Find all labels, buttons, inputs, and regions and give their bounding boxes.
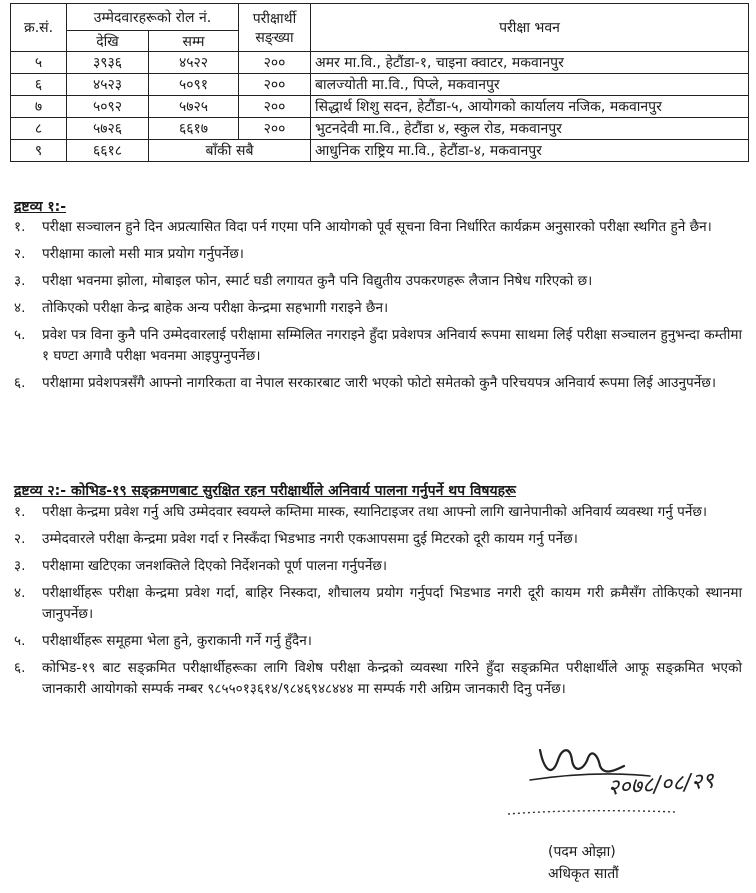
table-row — [11, 74, 749, 96]
cell-remaining-all: बाँकी सबै — [149, 140, 311, 162]
cell-from: ६६१८ — [67, 140, 149, 162]
cell-to: ६६१७ — [149, 118, 239, 140]
cell-venue: आधुनिक राष्ट्रिय मा.वि., हेटौंडा-४, मकवानपुर — [311, 140, 749, 162]
item-number: २. — [14, 246, 26, 262]
item-text: परीक्षामा खटिएका जनशक्तिले दिएको निर्देशनको पूर्ण पालना गर्नुपर्नेछ। — [42, 558, 388, 574]
list-item — [14, 298, 742, 319]
header-venue: परीक्षा भवन — [311, 4, 749, 52]
signature-date: २०७८/०८/२९ — [606, 768, 715, 801]
item-number: ६. — [14, 375, 26, 391]
item-text: परीक्षार्थीहरू समूहमा भेला हुने, कुराकानी गर्ने गर्नु हुँदैन। — [42, 633, 312, 649]
item-text: कोभिड-१९ बाट सङ्क्रमित परीक्षार्थीहरूका लागि विशेष परीक्षा केन्द्रको व्यवस्था गरिने हुँदा सङ्क्रमित परीक्षार्थीले आफू सङ्क्रमित भएको जानकारी आयोगको सम्पर्क नम्बर ९८५५०१३६१४/९८४६९४८४४४ मा सम्पर्क गरी अग्रिम जानकारी दिनु पर्नेछ। — [42, 660, 742, 697]
list-item — [14, 631, 742, 652]
list-item — [14, 658, 742, 700]
list-item — [14, 271, 742, 292]
header-serial: क्र.सं. — [11, 4, 67, 52]
handwritten-signature — [500, 730, 740, 820]
cell-from: ४५२३ — [67, 74, 149, 96]
list-item — [14, 529, 742, 550]
exam-center-table — [10, 3, 749, 162]
cell-venue: सिद्धार्थ शिशु सदन, हेटौंडा-५, आयोगको कार्यालय नजिक, मकवानपुर — [311, 96, 749, 118]
item-text: प्रवेश पत्र विना कुनै पनि उम्मेदवारलाई परीक्षामा सम्मिलित नगराइने हुँदा प्रवेशपत्र अनिवार्य रूपमा साथमा लिई परीक्षा सञ्चालन हुनुभन्दा कम्तीमा १ घण्टा अगावै परीक्षा भवनमा आइपुग्नुपर्नेछ। — [42, 327, 742, 364]
item-number: ४. — [14, 585, 26, 601]
item-text: उम्मेदवारले परीक्षा केन्द्रमा प्रवेश गर्दा र निस्कँदा भिडभाड नगरी एकआपसमा दुई मिटरको दूरी कायम गर्नु पर्नेछ। — [42, 531, 578, 547]
cell-count: २०० — [239, 52, 311, 74]
signatory-name: (पदम ओझा) — [548, 844, 616, 860]
cell-to: ५०९१ — [149, 74, 239, 96]
cell-to: ४५२२ — [149, 52, 239, 74]
item-number: ५. — [14, 327, 26, 343]
cell-from: ५०९२ — [67, 96, 149, 118]
note-1-list — [14, 217, 742, 400]
list-item — [14, 244, 742, 265]
cell-venue: भुटनदेवी मा.वि., हेटौंडा ४, स्कुल रोड, मकवानपुर — [311, 118, 749, 140]
cell-serial: ८ — [11, 118, 67, 140]
list-item — [14, 325, 742, 367]
item-text: परीक्षामा प्रवेशपत्रसँगै आफ्नो नागरिकता वा नेपाल सरकारबाट जारी भएको फोटो समेतको कुनै परिचयपत्र अनिवार्य रूपमा लिई आउनुपर्नेछ। — [42, 375, 716, 391]
item-number: ५. — [14, 633, 26, 649]
cell-count: २०० — [239, 96, 311, 118]
cell-serial: ५ — [11, 52, 67, 74]
cell-venue: बालज्योती मा.वि., पिप्ले, मकवानपुर — [311, 74, 749, 96]
item-number: ३. — [14, 558, 26, 574]
cell-from: ५७२६ — [67, 118, 149, 140]
table-row — [11, 52, 749, 74]
item-text: तोकिएको परीक्षा केन्द्र बाहेक अन्य परीक्षा केन्द्रमा सहभागी गराइने छैन। — [42, 300, 389, 316]
table-row — [11, 140, 749, 162]
cell-from: ३९३६ — [67, 52, 149, 74]
header-to: सम्म — [149, 31, 239, 52]
item-text: परीक्षा केन्द्रमा प्रवेश गर्नु अघि उम्मेदवार स्वयम्ले कम्तिमा मास्क, स्यानिटाइजर तथा आफ्नो लागि खानेपानीको अनिवार्य व्यवस्था गर्नु पर्नेछ। — [42, 504, 708, 520]
item-number: ३. — [14, 273, 26, 289]
table-row — [11, 118, 749, 140]
signatory-title: अधिकृत सातौं — [548, 866, 619, 882]
list-item — [14, 373, 742, 394]
cell-count: २०० — [239, 74, 311, 96]
header-roll-number: उम्मेदवारहरूको रोल नं. — [67, 4, 239, 31]
list-item — [14, 502, 742, 523]
cell-venue: अमर मा.वि., हेटौंडा-१, चाइना क्वाटर, मकवानपुर — [311, 52, 749, 74]
table-header-row — [11, 4, 749, 31]
cell-serial: ६ — [11, 74, 67, 96]
item-number: ६. — [14, 660, 26, 676]
list-item — [14, 583, 742, 625]
list-item — [14, 556, 742, 577]
item-text: परीक्षा भवनमा झोला, मोबाइल फोन, स्मार्ट घडी लगायत कुनै पनि विद्युतीय उपकरणहरू लैजान निषेध गरिएको छ। — [42, 273, 593, 289]
item-number: १. — [14, 219, 26, 235]
note-2-title: द्रष्टव्य २:- कोभिड-१९ सङ्क्रमणबाट सुरक्षित रहन परीक्षार्थीले अनिवार्य पालना गर्नुपर्ने थप विषयहरू — [14, 483, 516, 499]
cell-count: २०० — [239, 118, 311, 140]
item-text: परीक्षा सञ्चालन हुने दिन अप्रत्यासित विदा पर्न गएमा पनि आयोगको पूर्व सूचना विना निर्धारित कार्यक्रम अनुसारको परीक्षा स्थगित हुने छैन। — [42, 219, 712, 235]
table-row — [11, 96, 749, 118]
item-number: २. — [14, 531, 26, 547]
header-count: परीक्षार्थी सङ्ख्या — [239, 4, 311, 52]
item-number: १. — [14, 504, 26, 520]
item-text: परीक्षामा कालो मसी मात्र प्रयोग गर्नुपर्नेछ। — [42, 246, 244, 262]
note-1-title: द्रष्टव्य १:- — [14, 199, 67, 215]
header-from: देखि — [67, 31, 149, 52]
item-number: ४. — [14, 300, 26, 316]
cell-serial: ७ — [11, 96, 67, 118]
item-text: परीक्षार्थीहरू परीक्षा केन्द्रमा प्रवेश गर्दा, बाहिर निस्कदा, शौचालय प्रयोग गर्नुपर्दा भिडभाड नगरी दूरी कायम गरी क्रमैसँग तोकिएको स्थानमा जानुपर्नेछ। — [42, 585, 742, 622]
cell-to: ५७२५ — [149, 96, 239, 118]
note-2-list — [14, 502, 742, 706]
list-item — [14, 217, 742, 238]
cell-serial: ९ — [11, 140, 67, 162]
